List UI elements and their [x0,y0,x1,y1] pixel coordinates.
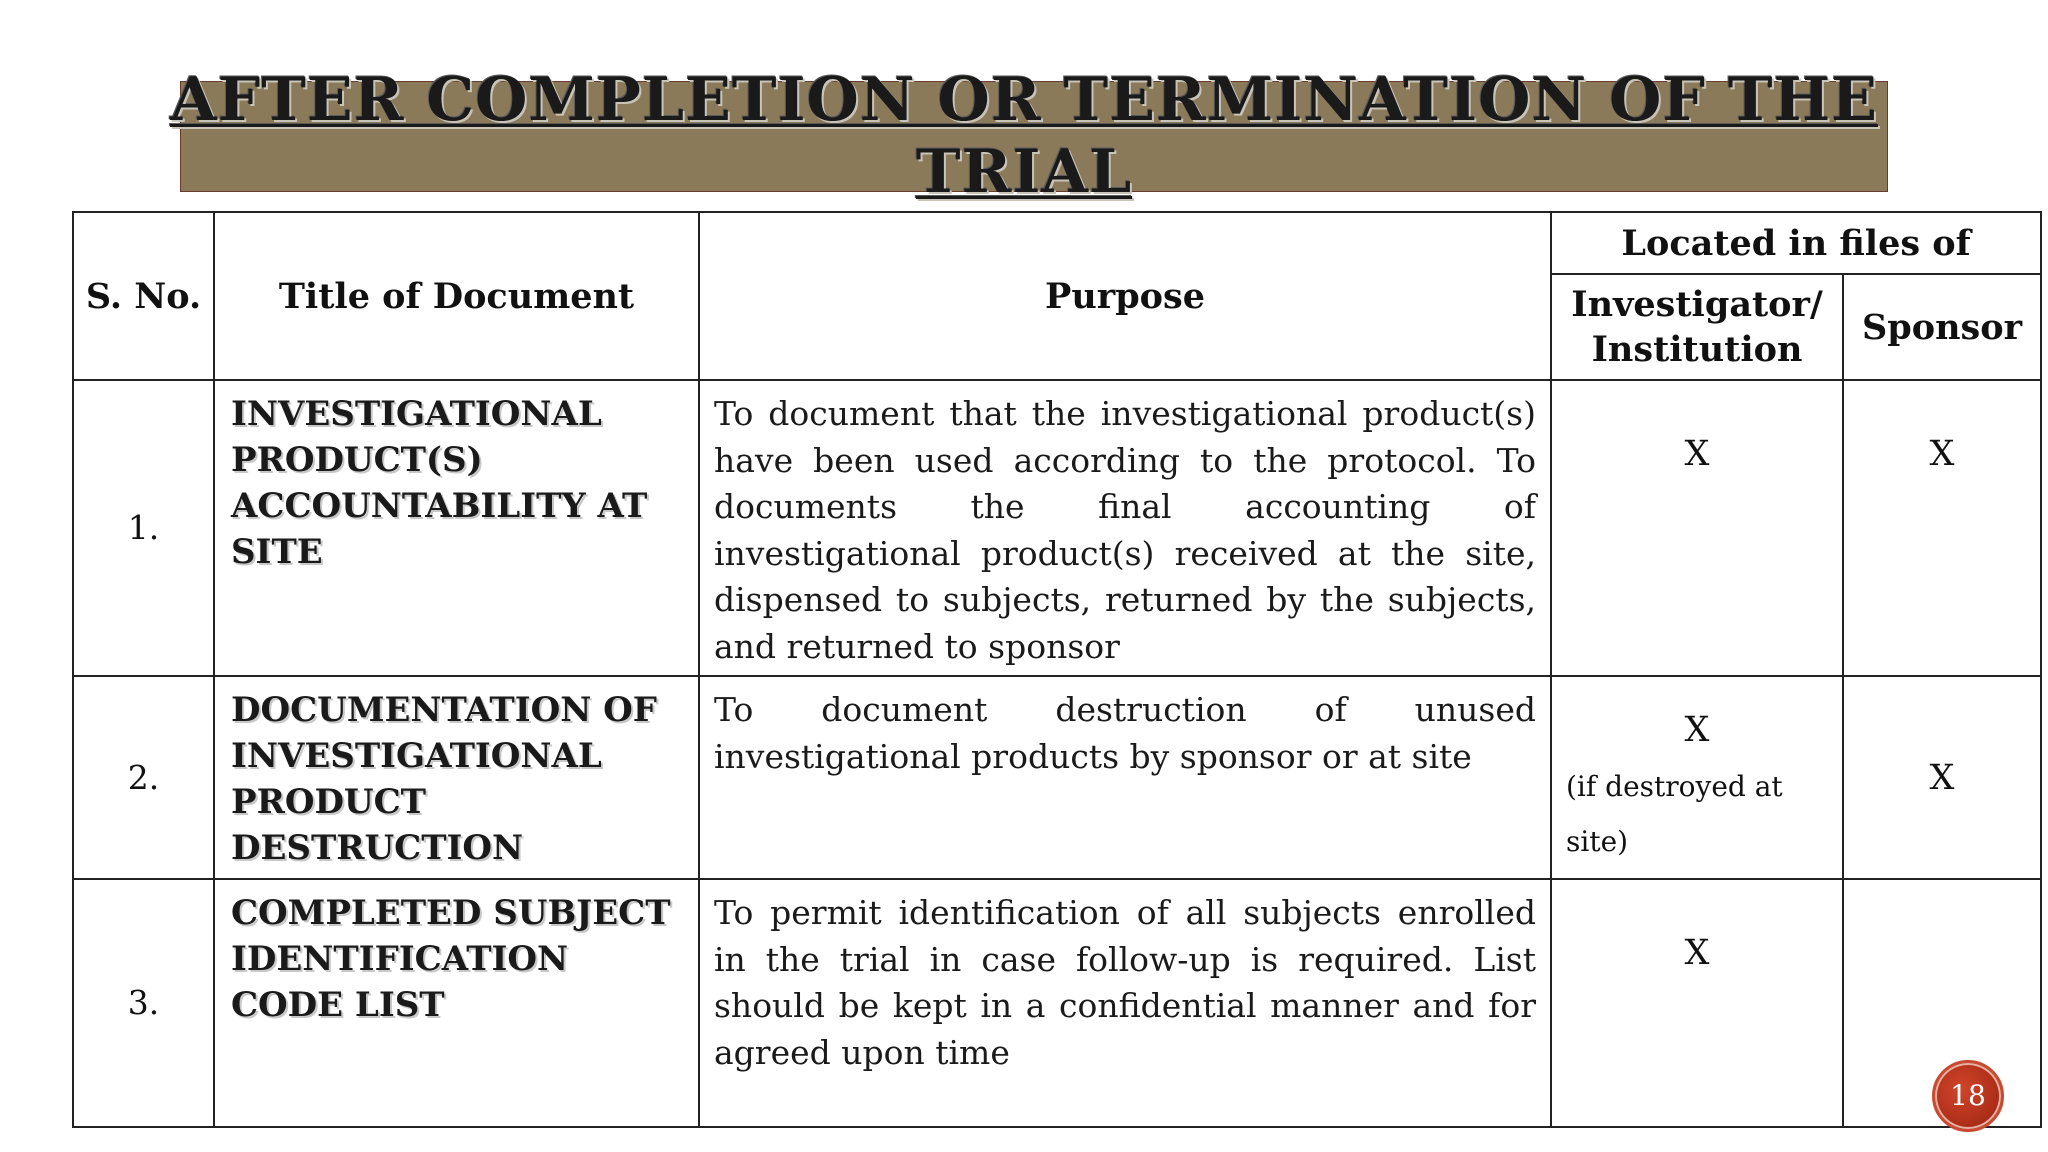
row-investigator-mark: X [1684,710,1710,750]
row-investigator-cell [1551,676,1843,879]
row-investigator-mark: X [1551,380,1843,676]
row-purpose: To document destruction of unused investigational products by sponsor or at site [699,676,1551,879]
table-row [73,380,2041,676]
table-row [73,676,2041,879]
header-purpose: Purpose [699,212,1551,380]
header-sponsor: Sponsor [1843,274,2041,380]
row-sponsor-mark: X [1843,676,2041,879]
slide-title: AFTER COMPLETION OR TERMINATION OF THE TRIAL [170,65,1878,207]
documents-table [72,211,2042,1128]
row-sno: 1. [73,380,214,676]
row-sponsor-mark: X [1843,380,2041,676]
row-investigator-mark: X [1551,879,1843,1127]
row-sno: 2. [73,676,214,879]
row-purpose: To document that the investigational product(s) have been used according to the protocol. To documents the final accounting of investigational product(s) received at the site, dispensed to subjects, returned by the subjects, and returned to sponsor [699,380,1551,676]
row-document-title: COMPLETED SUBJECT IDENTIFICATION CODE LIST [214,879,699,1127]
header-investigator: Investigator/ Institution [1551,274,1843,380]
row-sno: 3. [73,879,214,1127]
header-title: Title of Document [214,212,699,380]
header-sno: S. No. [73,212,214,380]
header-located: Located in files of [1551,212,2041,274]
page-number-badge: 18 [1932,1060,2004,1132]
row-document-title: INVESTIGATIONAL PRODUCT(S) ACCOUNTABILITY AT SITE [214,380,699,676]
row-purpose: To permit identification of all subjects enrolled in the trial in case follow-up is required. List should be kept in a confidential manner and for agreed upon time [699,879,1551,1127]
table-row [73,879,2041,1127]
row-document-title: DOCUMENTATION OF INVESTIGATIONAL PRODUCT DESTRUCTION [214,676,699,879]
table-header-row [73,212,2041,274]
row-investigator-note: (if destroyed at site) [1566,770,1783,858]
